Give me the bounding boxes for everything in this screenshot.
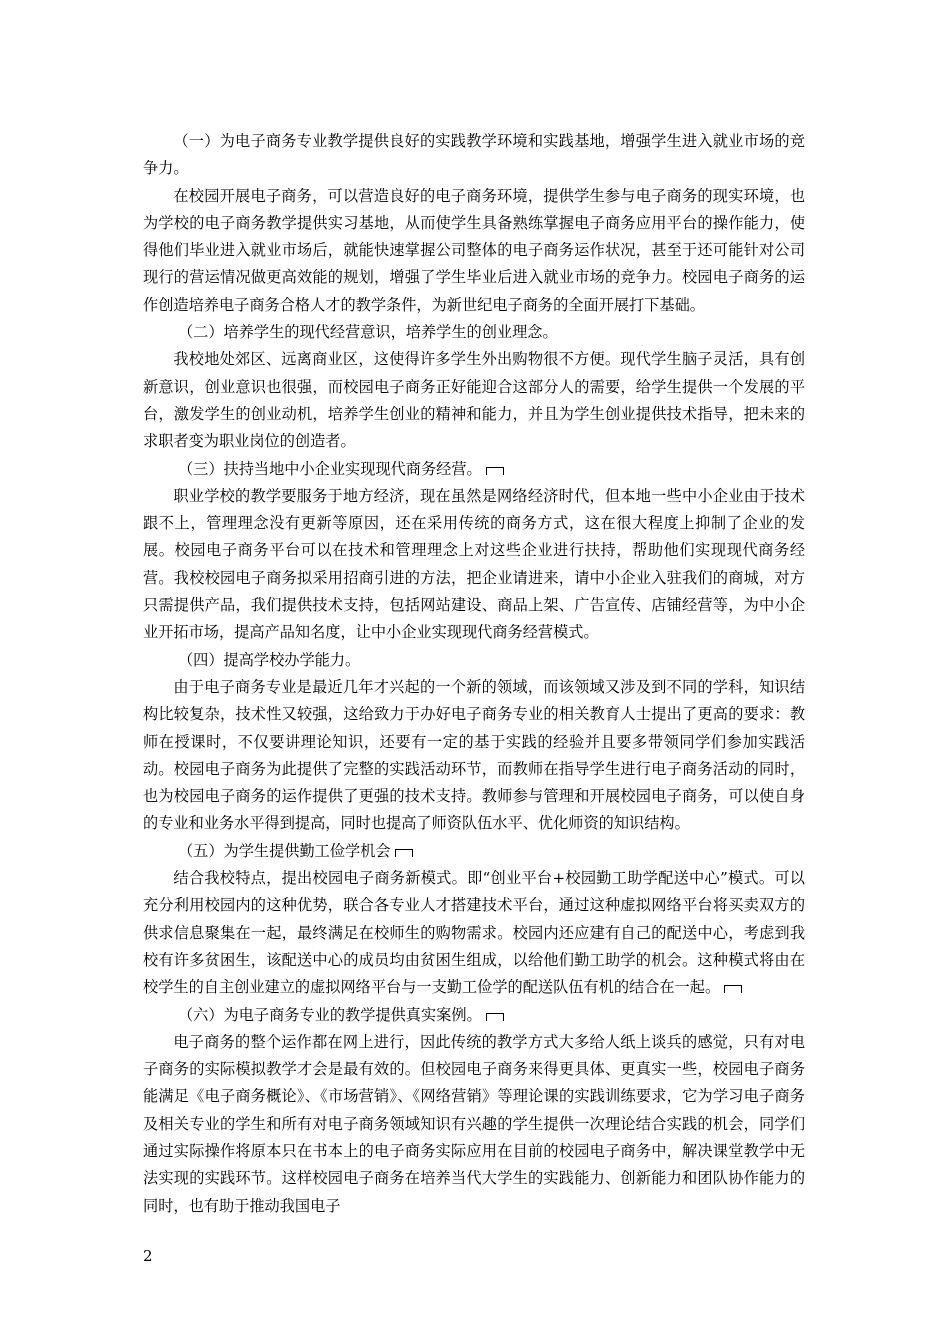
section-4-heading: （四）提高学校办学能力。 — [177, 650, 361, 669]
section-4-body: 由于电子商务专业是最近几年才兴起的一个新的领域，而该领域又涉及到不同的学科，知识结构比较复杂，技术性又较强，这给致力于办好电子商务专业的相关教育人士提出了更高的要求：教师在授课时，不仅要讲理论知识，还要有一定的基于实践的经验并且要多带领同学们参加实践活动。校园电子商务为此提供了完整的实践活动环节，而教师在指导学生进行电子商务活动的同时，也为校园电子商务的运作提供了更强的技术支持。教师参与管理和开展校园电子商务，可以使自身的专业和业务水平得到提高，同时也提高了师资队伍水平、优化师资的知识结构。 — [143, 677, 805, 833]
section-6-body: 电子商务的整个运作都在网上进行，因此传统的教学方式大多给人纸上谈兵的感觉，只有对电子商务的实际模拟教学才会是最有效的。但校园电子商务来得更具体、更真实一些，校园电子商务能满足《电子商务概论》、《市场营销》、《网络营销》等理论课的实践训练要求，它为学习电子商务及相关专业的学生和所有对电子商务领域知识有兴趣的学生提供一次理论结合实践的机会，同学们通过实际操作将原本只在书本上的电子商务实际应用在目前的校园电子商务中，解决课堂教学中无法实现的实践环节。这样校园电子商务在培养当代大学生的实践能力、创新能力和团队协作能力的同时，也有助于推动我国电子 — [143, 1032, 805, 1215]
paragraph-mark-icon — [395, 849, 413, 857]
section-5-body: 结合我校特点，提出校园电子商务新模式。即“创业平台+校园勤工助学配送中心”模式。可以充分利用校园内的这种优势，联合各专业人才搭建技术平台，通过这种虚拟网络平台将买卖双方的供求信息聚集在一起，最终满足在校师生的购物需求。校园内还应建有自己的配送中心，考虑到我校有许多贫困生，该配送中心的成员均由贫困生组成，以给他们勤工助学的机会。这种模式将由在校学生的自主创业建立的虚拟网络平台与一支勤工俭学的配送队伍有机的结合在一起。 — [143, 869, 805, 997]
page-number: 2 — [143, 1247, 153, 1265]
section-3-body: 职业学校的教学要服务于地方经济，现在虽然是网络经济时代，但本地一些中小企业由于技术跟不上，管理理念没有更新等原因，还在采用传统的商务方式，这在很大程度上抑制了企业的发展。校园电子商务平台可以在技术和管理理念上对这些企业进行扶持，帮助他们实现现代商务经营。我校校园电子商务拟采用招商引进的方法，把企业请进来，请中小企业入驻我们的商城，对方只需提供产品，我们提供技术支持，包括网站建设、商品上架、广告宣传、店铺经营等，为中小企业开拓市场，提高产品知名度，让中小企业实现现代商务经营模式。 — [143, 486, 805, 642]
section-6-heading: （六）为电子商务专业的教学提供真实案例。 — [177, 1005, 482, 1024]
section-5-body-line — [143, 865, 805, 1001]
section-2-body: 我校地处郊区、远离商业区，这使得许多学生外出购物很不方便。现代学生脑子灵活，具有创新意识，创业意识也很强，而校园电子商务正好能迎合这部分人的需要，给学生提供一个发展的平台，激发学生的创业动机，培养学生创业的精神和能力，并且为学生创业提供技术指导，把未来的求职者变为职业岗位的创造者。 — [143, 350, 805, 451]
document-body — [143, 128, 805, 1220]
section-5-heading: （五）为学生提供勤工俭学机会 — [177, 841, 391, 860]
paragraph-mark-icon — [724, 985, 742, 993]
section-6-heading-line — [143, 1002, 805, 1029]
section-1-heading: （一）为电子商务专业教学提供良好的实践教学环境和实践基地，增强学生进入就业市场的竞争力。 — [143, 132, 805, 178]
section-1-body: 在校园开展电子商务，可以营造良好的电子商务环境，提供学生参与电子商务的现实环境，也为学校的电子商务教学提供实习基地，从而使学生具备熟练掌握电子商务应用平台的操作能力，使得他们毕业进入就业市场后，就能快速掌握公司整体的电子商务运作状况，甚至于还可能针对公司现行的营运情况做更高效能的规划，增强了学生毕业后进入就业市场的竞争力。校园电子商务的运作创造培养电子商务合格人才的教学条件，为新世纪电子商务的全面开展打下基础。 — [143, 186, 805, 314]
paragraph-mark-icon — [486, 1013, 504, 1021]
section-2-heading: （二）培养学生的现代经营意识，培养学生的创业理念。 — [177, 323, 558, 342]
section-3-heading-line — [143, 456, 805, 483]
section-5-heading-line — [143, 838, 805, 865]
paragraph-mark-icon — [486, 467, 504, 475]
section-3-heading: （三）扶持当地中小企业实现现代商务经营。 — [177, 459, 482, 478]
